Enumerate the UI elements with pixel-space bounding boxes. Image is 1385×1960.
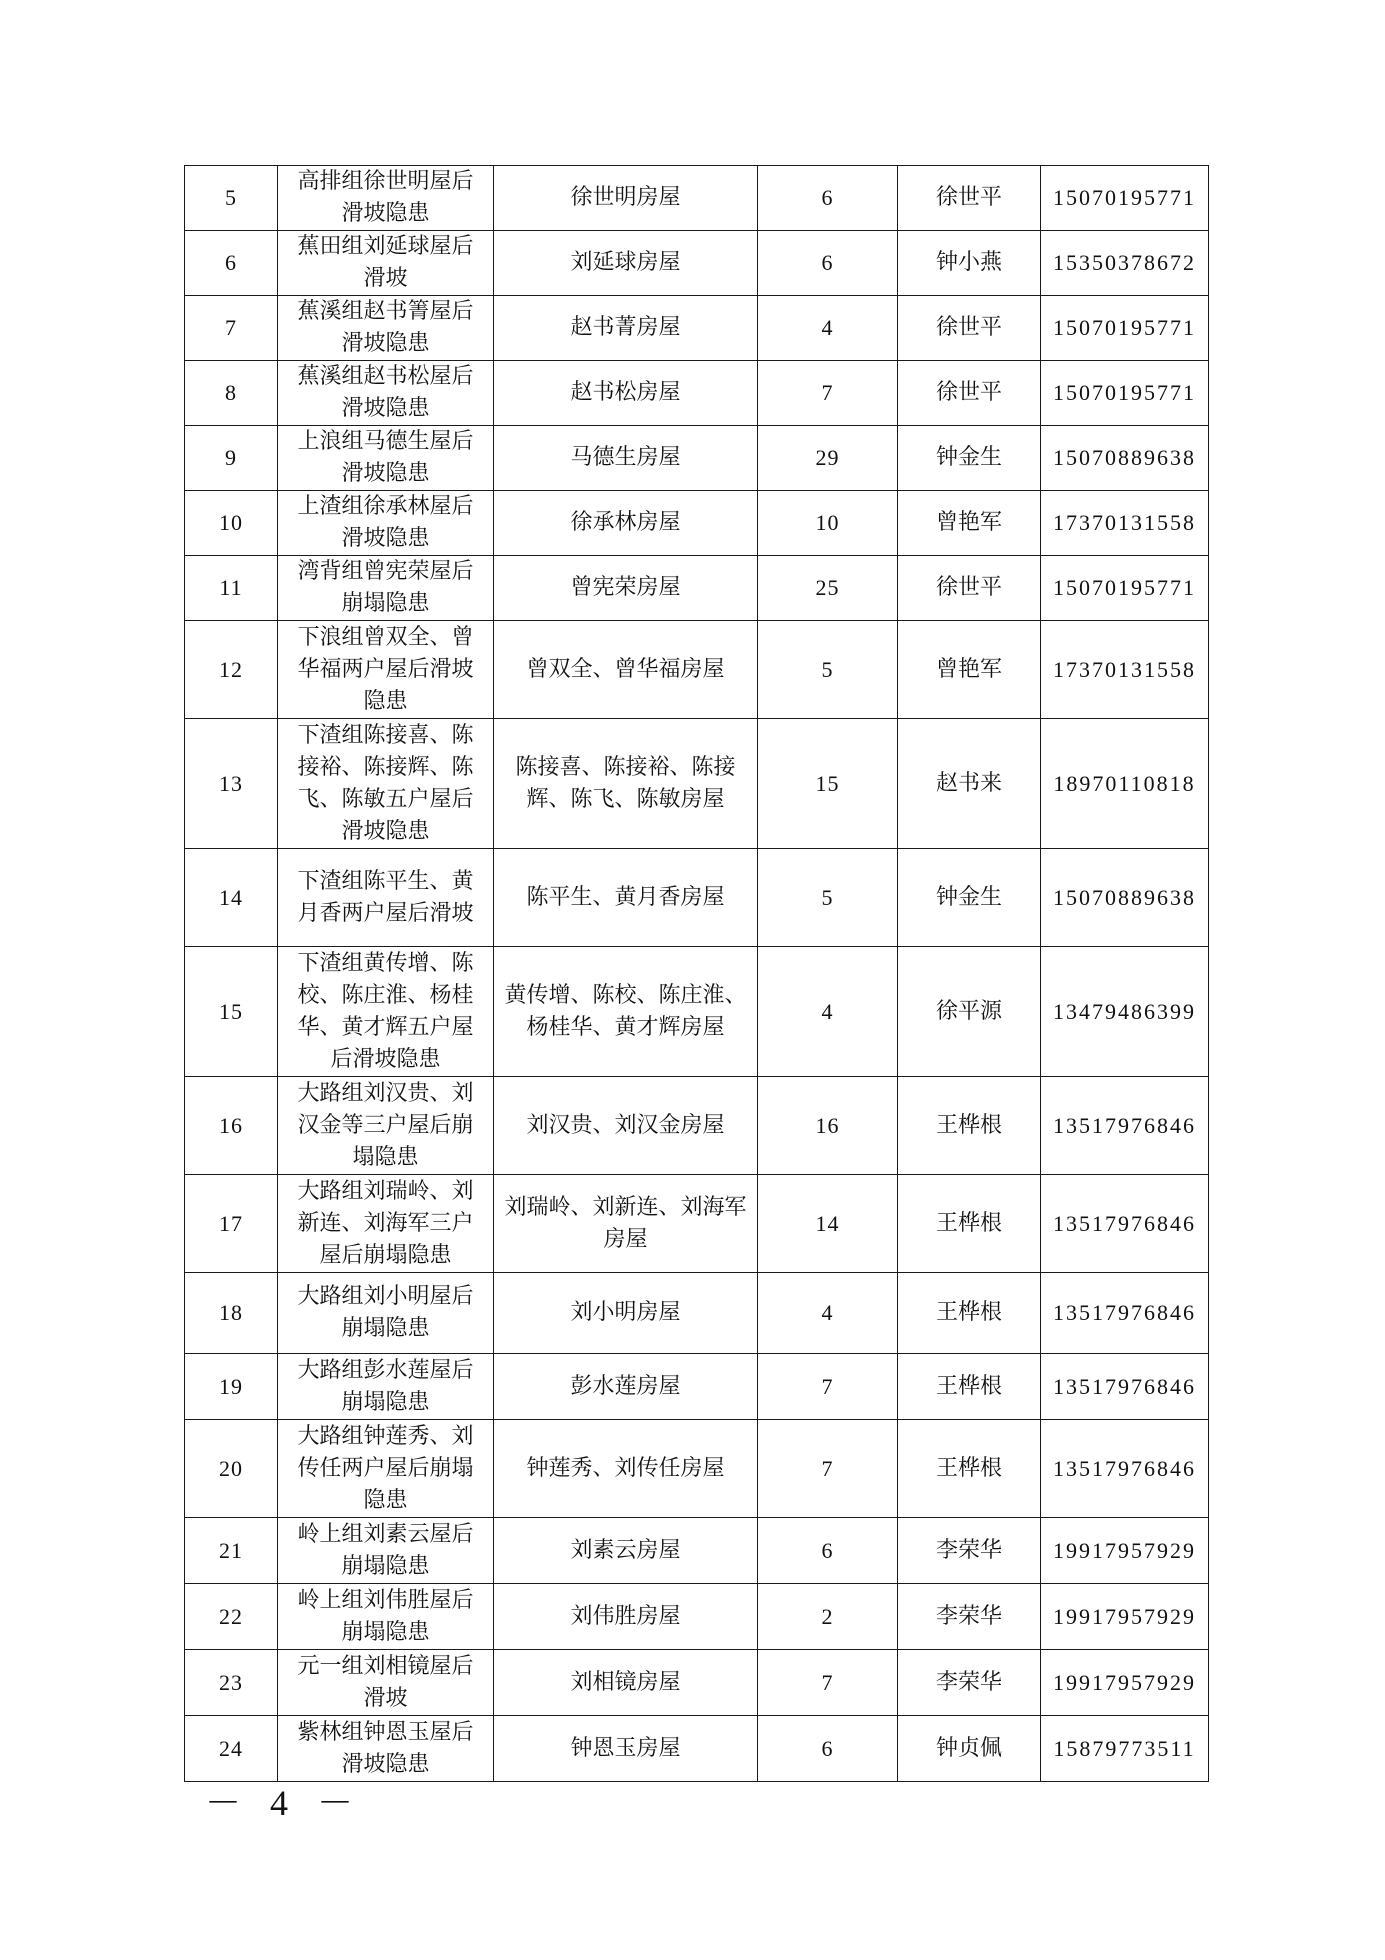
cell-hazard-location: 岭上组刘素云屋后崩塌隐患: [278, 1518, 494, 1584]
cell-threatened-count: 29: [758, 426, 898, 491]
cell-serial-number: 6: [185, 231, 278, 296]
cell-serial-number: 11: [185, 556, 278, 621]
cell-threatened-object: 徐世明房屋: [494, 166, 758, 231]
hazard-point-table: [184, 165, 1209, 1782]
cell-threatened-count: 6: [758, 1518, 898, 1584]
cell-threatened-count: 15: [758, 719, 898, 849]
cell-responsible-person: 钟小燕: [898, 231, 1041, 296]
table-row: [185, 231, 1209, 296]
cell-responsible-person: 李荣华: [898, 1650, 1041, 1716]
cell-threatened-object: 黄传增、陈校、陈庄淮、杨桂华、黄才辉房屋: [494, 947, 758, 1077]
cell-responsible-person: 王桦根: [898, 1175, 1041, 1273]
cell-threatened-object: 刘伟胜房屋: [494, 1584, 758, 1650]
cell-threatened-count: 7: [758, 361, 898, 426]
cell-hazard-location: 紫林组钟恩玉屋后滑坡隐患: [278, 1716, 494, 1782]
cell-threatened-object: 钟恩玉房屋: [494, 1716, 758, 1782]
cell-threatened-object: 彭水莲房屋: [494, 1354, 758, 1420]
cell-responsible-person: 徐世平: [898, 556, 1041, 621]
cell-threatened-count: 4: [758, 1273, 898, 1354]
table-row: [185, 947, 1209, 1077]
cell-hazard-location: 大路组刘小明屋后崩塌隐患: [278, 1273, 494, 1354]
cell-serial-number: 12: [185, 621, 278, 719]
cell-threatened-count: 6: [758, 231, 898, 296]
page-number: － 4 －: [205, 1783, 364, 1823]
cell-hazard-location: 下渣组陈平生、黄月香两户屋后滑坡: [278, 849, 494, 947]
cell-threatened-object: 刘瑞岭、刘新连、刘海军房屋: [494, 1175, 758, 1273]
cell-responsible-person: 赵书来: [898, 719, 1041, 849]
cell-threatened-object: 刘汉贵、刘汉金房屋: [494, 1077, 758, 1175]
cell-responsible-person: 钟金生: [898, 849, 1041, 947]
cell-threatened-count: 6: [758, 1716, 898, 1782]
cell-phone-number: 19917957929: [1041, 1518, 1209, 1584]
cell-phone-number: 17370131558: [1041, 491, 1209, 556]
cell-serial-number: 20: [185, 1420, 278, 1518]
cell-serial-number: 21: [185, 1518, 278, 1584]
cell-responsible-person: 徐世平: [898, 166, 1041, 231]
cell-phone-number: 19917957929: [1041, 1584, 1209, 1650]
table-row: [185, 296, 1209, 361]
cell-phone-number: 15350378672: [1041, 231, 1209, 296]
cell-responsible-person: 钟贞佩: [898, 1716, 1041, 1782]
cell-threatened-object: 刘小明房屋: [494, 1273, 758, 1354]
cell-serial-number: 13: [185, 719, 278, 849]
cell-threatened-object: 陈平生、黄月香房屋: [494, 849, 758, 947]
cell-threatened-count: 10: [758, 491, 898, 556]
cell-phone-number: 13517976846: [1041, 1420, 1209, 1518]
table-row: [185, 1420, 1209, 1518]
table-row: [185, 719, 1209, 849]
cell-phone-number: 13517976846: [1041, 1273, 1209, 1354]
cell-phone-number: 15070195771: [1041, 166, 1209, 231]
cell-hazard-location: 蕉溪组赵书松屋后滑坡隐患: [278, 361, 494, 426]
table-row: [185, 361, 1209, 426]
cell-threatened-object: 徐承林房屋: [494, 491, 758, 556]
table-row: [185, 166, 1209, 231]
cell-phone-number: 15070195771: [1041, 361, 1209, 426]
cell-threatened-object: 曾双全、曾华福房屋: [494, 621, 758, 719]
cell-serial-number: 18: [185, 1273, 278, 1354]
cell-hazard-location: 上渣组徐承林屋后滑坡隐患: [278, 491, 494, 556]
cell-serial-number: 14: [185, 849, 278, 947]
table-row: [185, 491, 1209, 556]
cell-serial-number: 17: [185, 1175, 278, 1273]
cell-serial-number: 19: [185, 1354, 278, 1420]
cell-serial-number: 16: [185, 1077, 278, 1175]
cell-responsible-person: 王桦根: [898, 1077, 1041, 1175]
cell-hazard-location: 下渣组黄传增、陈校、陈庄淮、杨桂华、黄才辉五户屋后滑坡隐患: [278, 947, 494, 1077]
cell-hazard-location: 高排组徐世明屋后滑坡隐患: [278, 166, 494, 231]
cell-threatened-count: 2: [758, 1584, 898, 1650]
cell-threatened-object: 钟莲秀、刘传任房屋: [494, 1420, 758, 1518]
cell-threatened-count: 6: [758, 166, 898, 231]
cell-hazard-location: 下浪组曾双全、曾华福两户屋后滑坡隐患: [278, 621, 494, 719]
cell-hazard-location: 大路组刘瑞岭、刘新连、刘海军三户屋后崩塌隐患: [278, 1175, 494, 1273]
cell-responsible-person: 李荣华: [898, 1584, 1041, 1650]
table-body: [185, 166, 1209, 1782]
cell-phone-number: 13517976846: [1041, 1175, 1209, 1273]
cell-hazard-location: 大路组钟莲秀、刘传任两户屋后崩塌隐患: [278, 1420, 494, 1518]
cell-serial-number: 9: [185, 426, 278, 491]
cell-responsible-person: 曾艳军: [898, 621, 1041, 719]
cell-phone-number: 15070195771: [1041, 556, 1209, 621]
table-row: [185, 849, 1209, 947]
table-row: [185, 1650, 1209, 1716]
cell-threatened-object: 赵书松房屋: [494, 361, 758, 426]
cell-phone-number: 13517976846: [1041, 1077, 1209, 1175]
cell-hazard-location: 大路组彭水莲屋后崩塌隐患: [278, 1354, 494, 1420]
cell-hazard-location: 蕉溪组赵书箐屋后滑坡隐患: [278, 296, 494, 361]
cell-phone-number: 17370131558: [1041, 621, 1209, 719]
cell-hazard-location: 蕉田组刘延球屋后滑坡: [278, 231, 494, 296]
cell-serial-number: 15: [185, 947, 278, 1077]
cell-phone-number: 15070195771: [1041, 296, 1209, 361]
cell-threatened-count: 7: [758, 1354, 898, 1420]
cell-threatened-object: 马德生房屋: [494, 426, 758, 491]
table-row: [185, 556, 1209, 621]
cell-threatened-object: 曾宪荣房屋: [494, 556, 758, 621]
cell-threatened-object: 刘相镜房屋: [494, 1650, 758, 1716]
table-row: [185, 1584, 1209, 1650]
cell-threatened-count: 16: [758, 1077, 898, 1175]
cell-phone-number: 15070889638: [1041, 426, 1209, 491]
cell-serial-number: 5: [185, 166, 278, 231]
cell-responsible-person: 王桦根: [898, 1354, 1041, 1420]
cell-responsible-person: 徐世平: [898, 361, 1041, 426]
cell-threatened-object: 赵书菁房屋: [494, 296, 758, 361]
cell-threatened-count: 7: [758, 1650, 898, 1716]
cell-threatened-count: 25: [758, 556, 898, 621]
cell-responsible-person: 徐平源: [898, 947, 1041, 1077]
cell-serial-number: 8: [185, 361, 278, 426]
table-row: [185, 426, 1209, 491]
table-row: [185, 1716, 1209, 1782]
cell-threatened-object: 刘延球房屋: [494, 231, 758, 296]
cell-hazard-location: 元一组刘相镜屋后滑坡: [278, 1650, 494, 1716]
cell-serial-number: 24: [185, 1716, 278, 1782]
cell-hazard-location: 湾背组曾宪荣屋后崩塌隐患: [278, 556, 494, 621]
cell-threatened-count: 14: [758, 1175, 898, 1273]
cell-phone-number: 18970110818: [1041, 719, 1209, 849]
cell-threatened-count: 4: [758, 296, 898, 361]
cell-responsible-person: 王桦根: [898, 1273, 1041, 1354]
cell-phone-number: 13517976846: [1041, 1354, 1209, 1420]
cell-responsible-person: 李荣华: [898, 1518, 1041, 1584]
cell-responsible-person: 王桦根: [898, 1420, 1041, 1518]
cell-phone-number: 15879773511: [1041, 1716, 1209, 1782]
cell-serial-number: 23: [185, 1650, 278, 1716]
cell-responsible-person: 钟金生: [898, 426, 1041, 491]
cell-phone-number: 19917957929: [1041, 1650, 1209, 1716]
cell-threatened-count: 4: [758, 947, 898, 1077]
cell-threatened-count: 7: [758, 1420, 898, 1518]
cell-hazard-location: 下渣组陈接喜、陈接裕、陈接辉、陈飞、陈敏五户屋后滑坡隐患: [278, 719, 494, 849]
cell-serial-number: 10: [185, 491, 278, 556]
cell-serial-number: 7: [185, 296, 278, 361]
table-row: [185, 621, 1209, 719]
table-row: [185, 1518, 1209, 1584]
cell-threatened-count: 5: [758, 621, 898, 719]
table-row: [185, 1354, 1209, 1420]
cell-phone-number: 15070889638: [1041, 849, 1209, 947]
table-row: [185, 1175, 1209, 1273]
cell-hazard-location: 大路组刘汉贵、刘汉金等三户屋后崩塌隐患: [278, 1077, 494, 1175]
cell-hazard-location: 岭上组刘伟胜屋后崩塌隐患: [278, 1584, 494, 1650]
cell-serial-number: 22: [185, 1584, 278, 1650]
cell-threatened-object: 刘素云房屋: [494, 1518, 758, 1584]
table-row: [185, 1077, 1209, 1175]
cell-responsible-person: 徐世平: [898, 296, 1041, 361]
table-row: [185, 1273, 1209, 1354]
cell-threatened-count: 5: [758, 849, 898, 947]
cell-responsible-person: 曾艳军: [898, 491, 1041, 556]
cell-phone-number: 13479486399: [1041, 947, 1209, 1077]
cell-threatened-object: 陈接喜、陈接裕、陈接辉、陈飞、陈敏房屋: [494, 719, 758, 849]
cell-hazard-location: 上浪组马德生屋后滑坡隐患: [278, 426, 494, 491]
